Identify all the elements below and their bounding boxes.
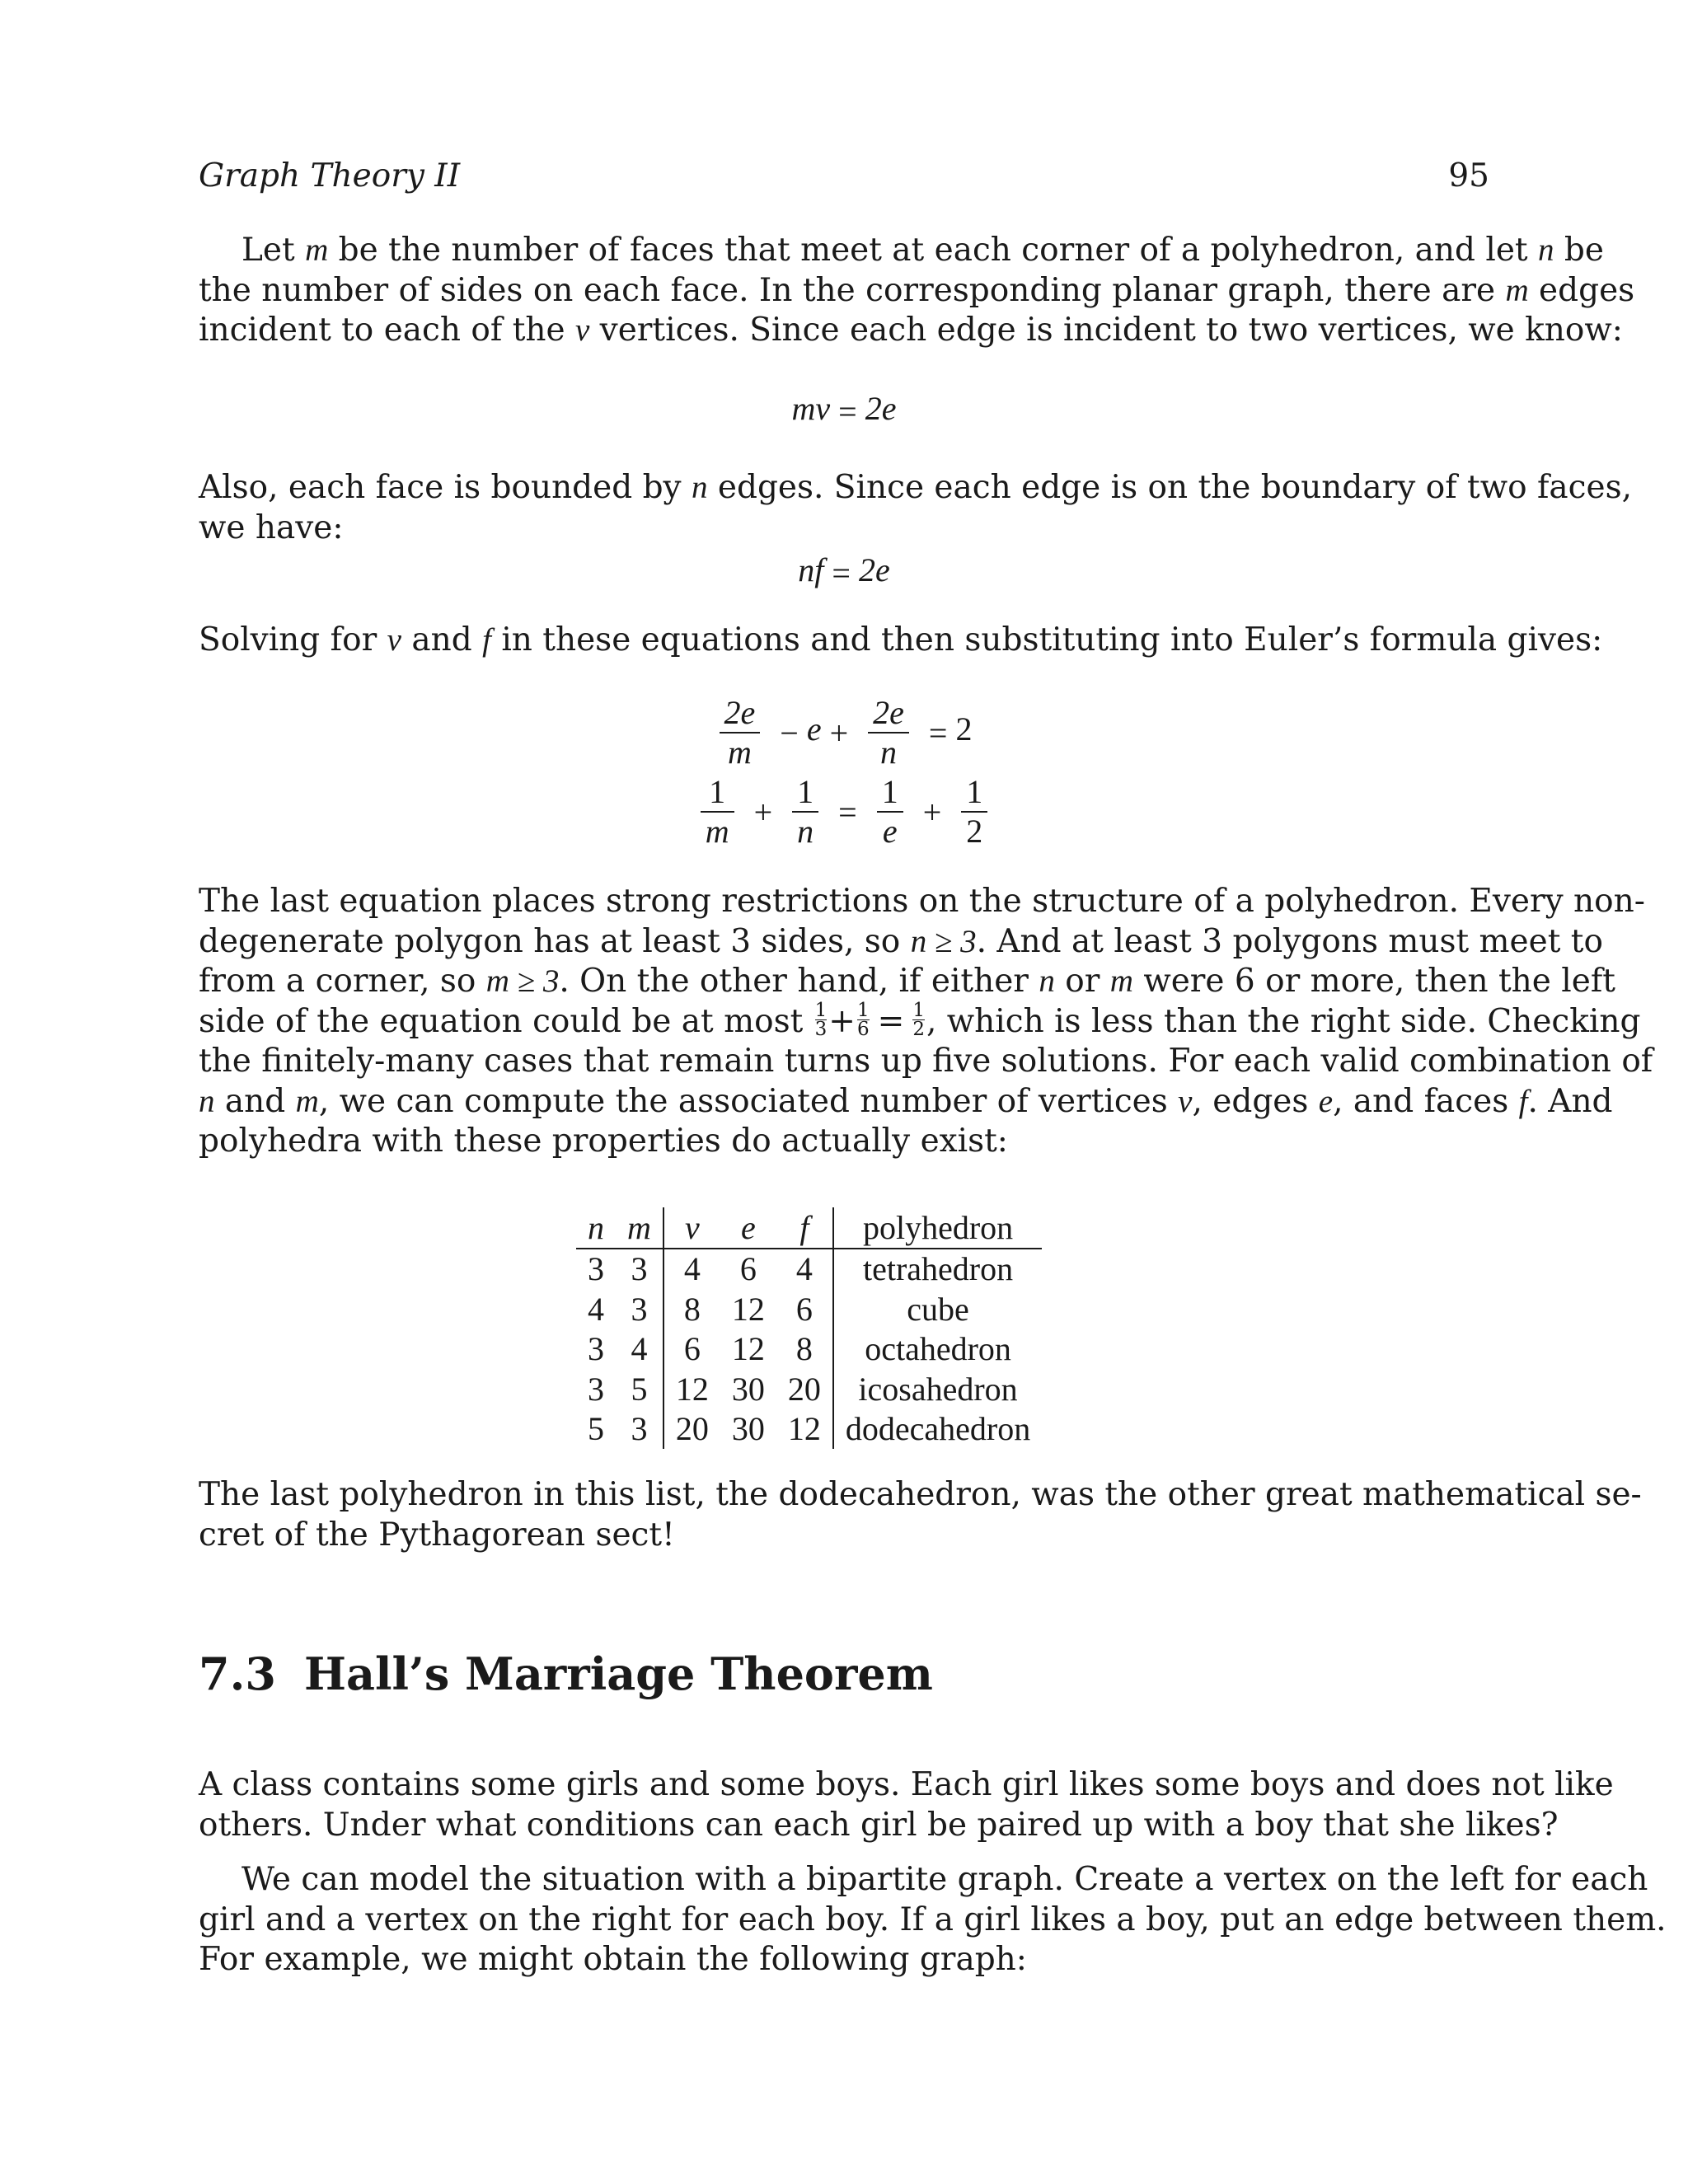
page-number: 95: [1448, 157, 1489, 194]
header-v: v: [663, 1207, 720, 1249]
fraction: $\frac{1}{m}$: [701, 773, 734, 851]
table-row: 3 5 12 30 20 icosahedron: [576, 1369, 1042, 1409]
running-header: [199, 155, 1489, 198]
paragraph-solving: [199, 621, 1603, 661]
section-heading: [199, 1645, 933, 1703]
text-line: others. Under what conditions can each girl be paired up with a boy that she likes?: [199, 1806, 1559, 1844]
equation-euler-substituted: $\frac{2e}{m}$ − e + $\frac{2e}{n}$ = 2: [199, 694, 1489, 771]
text-line: cret of the Pythagorean sect!: [199, 1516, 675, 1554]
text-line: n and m, we can compute the associated number of vertices v, edges e, and faces f. And: [199, 1082, 1613, 1120]
text-line: girl and a vertex on the right for each boy. If a girl likes a boy, put an edge between them.: [199, 1900, 1667, 1938]
text-line: Solving for v and f in these equations and then substituting into Euler’s formula gives:: [199, 621, 1603, 658]
text-line: Let m be the number of faces that meet at each corner of a polyhedron, and let n be: [241, 232, 1604, 269]
equation-mv-2e: mv = 2e: [791, 390, 897, 431]
header-e: e: [741, 1208, 756, 1246]
section-number: 7.3: [199, 1647, 276, 1700]
text-line: from a corner, so m ≥ 3. On the other hand, if either n or m were 6 or more, then the left: [199, 963, 1615, 1000]
paragraph-restrictions: [199, 882, 1653, 1162]
text-line: A class contains some girls and some boys. Each girl likes some boys and does not like: [199, 1766, 1614, 1803]
inline-fraction: $\frac{1}{2}$: [912, 1000, 925, 1040]
table-row: 4 3 8 12 6 cube: [576, 1289, 1042, 1329]
paragraph-dodecahedron: [199, 1475, 1642, 1555]
paragraph-class-pairing: [199, 1765, 1614, 1845]
text-line: For example, we might obtain the following graph:: [199, 1941, 1027, 1978]
header-f: f: [799, 1208, 809, 1246]
section-title: Hall’s Marriage Theorem: [304, 1647, 933, 1700]
fraction: $\frac{1}{n}$: [792, 773, 818, 851]
paragraph-face-edges: [199, 468, 1632, 548]
fraction: $\frac{2e}{n}$: [868, 694, 909, 771]
text-line: the number of sides on each face. In the corresponding planar graph, there are m edges: [199, 271, 1635, 309]
text-line: incident to each of the v vertices. Since each edge is incident to two vertices, we know:: [199, 312, 1623, 349]
paragraph-bipartite-model: [199, 1860, 1667, 1980]
table-row: 3 4 6 12 8 octahedron: [576, 1329, 1042, 1370]
equation-nf-2e: nf = 2e: [798, 551, 890, 593]
table-header-row: [576, 1207, 1042, 1249]
text-line: polyhedra with these properties do actually exist:: [199, 1122, 1008, 1160]
running-title: Graph Theory II: [199, 157, 461, 194]
table-row: 3 3 4 6 4 tetrahedron: [576, 1249, 1042, 1290]
header-n: n: [588, 1208, 604, 1246]
text-line: we have:: [199, 509, 344, 546]
text-line: Also, each face is bounded by n edges. Since each edge is on the boundary of two faces,: [199, 469, 1632, 506]
fraction: $\frac{2e}{m}$: [720, 694, 761, 771]
fraction: $\frac{1}{e}$: [877, 773, 903, 851]
header-m: m: [627, 1208, 651, 1246]
inline-fraction: $\frac{1}{3}$: [814, 1000, 828, 1040]
header-polyhedron: polyhedron: [833, 1207, 1042, 1249]
inline-fraction: $\frac{1}{6}$: [856, 1000, 870, 1040]
table-row: 5 3 20 30 12 dodecahedron: [576, 1409, 1042, 1450]
text-line: the finitely-many cases that remain turns up five solutions. For each valid combination of: [199, 1043, 1653, 1080]
text-line: degenerate polygon has at least 3 sides, so n ≥ 3. And at least 3 polygons must meet to: [199, 922, 1603, 960]
text-line: side of the equation could be at most $\frac{1}{3}$ + $\frac{1}{6}$ = $\frac{1}{2}$ , which is less than the right side. Checking: [199, 1000, 1641, 1040]
text-line: The last polyhedron in this list, the dodecahedron, was the other great mathematical se-: [199, 1476, 1642, 1513]
text-line: We can model the situation with a bipartite graph. Create a vertex on the left for each: [241, 1861, 1648, 1898]
fraction: $\frac{1}{2}$: [961, 773, 987, 851]
polyhedra-table: [576, 1207, 1042, 1449]
equation-reciprocals: $\frac{1}{m}$ + $\frac{1}{n}$ = $\frac{1}{e}$ + $\frac{1}{2}$: [199, 773, 1489, 851]
paragraph-faces-corners: [199, 231, 1635, 351]
text-line: The last equation places strong restrictions on the structure of a polyhedron. Every non-: [199, 883, 1645, 920]
